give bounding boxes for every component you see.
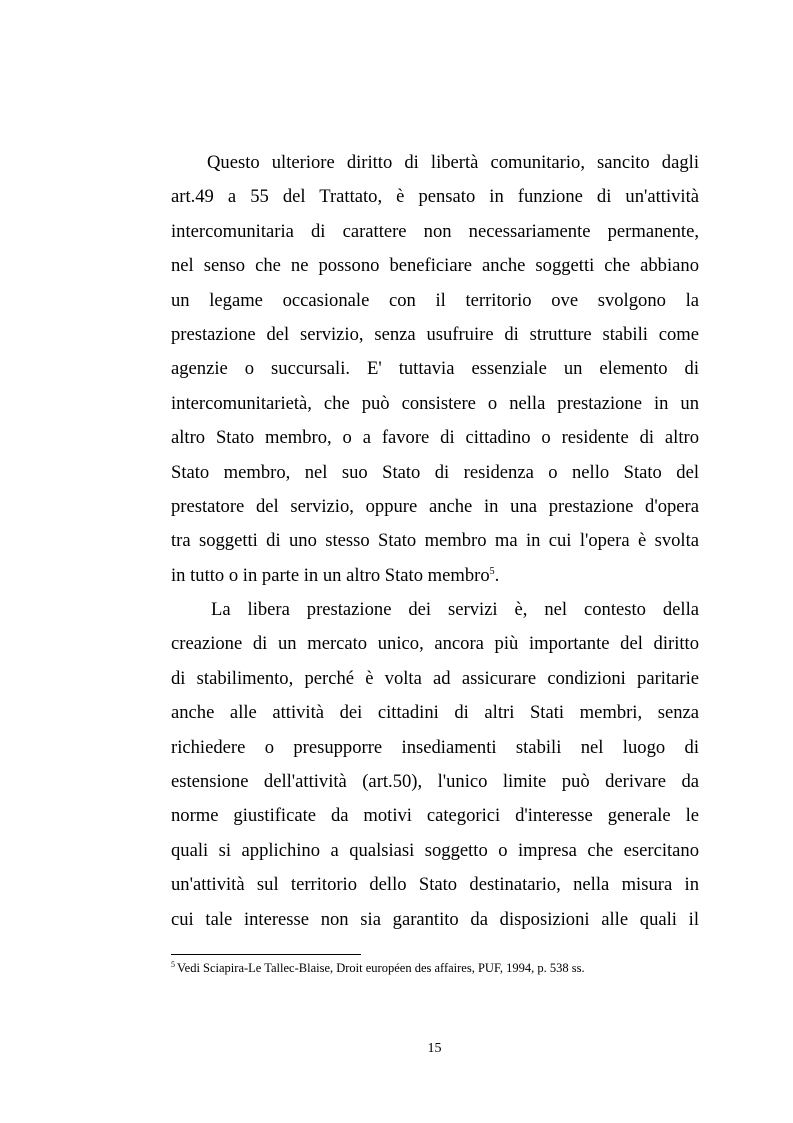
text-line: prestatore del servizio, oppure anche in una prestazione d'opera (171, 495, 699, 517)
text-line: nel senso che ne possono beneficiare anche soggetti che abbiano (171, 255, 699, 277)
page-number: 15 (427, 1041, 442, 1056)
text-line: La libera prestazione dei servizi è, nel contesto della (211, 599, 699, 621)
text-line: quali si applichino a qualsiasi soggetto o impresa che esercitano (171, 839, 699, 861)
text-line: un legame occasionale con il territorio ove svolgono la (171, 289, 699, 311)
text-line: richiedere o presupporre insediamenti stabili nel luogo di (171, 736, 699, 758)
text-line: Questo ulteriore diritto di libertà comunitario, sancito dagli (207, 152, 699, 173)
text-line: di stabilimento, perché è volta ad assicurare condizioni paritarie (171, 667, 699, 689)
text-line: prestazione del servizio, senza usufruire di strutture stabili come (171, 323, 699, 345)
footnote-reference[interactable]: 5 (489, 565, 495, 577)
text-line: norme giustificate da motivi categorici d'interesse generale le (171, 805, 699, 827)
text-line: art.49 a 55 del Trattato, è pensato in funzione di un'attività (171, 186, 699, 208)
text-line: altro Stato membro, o a favore di cittadino o residente di altro (171, 427, 699, 449)
text-line: agenzie o succursali. E' tuttavia essenziale un elemento di (171, 358, 699, 380)
body-text (171, 146, 699, 937)
text-line: anche alle attività dei cittadini di altri Stati membri, senza (171, 702, 699, 724)
footnote-marker: 5 (171, 960, 175, 969)
text-line: un'attività sul territorio dello Stato destinatario, nella misura in (171, 874, 699, 896)
text-line: cui tale interesse non sia garantito da disposizioni alle quali il (171, 908, 699, 930)
footnote (171, 960, 699, 976)
paragraph-last-line (171, 559, 699, 593)
text-line: intercomunitarietà, che può consistere o nella prestazione in un (171, 392, 699, 414)
text-line: Stato membro, nel suo Stato di residenza o nello Stato del (171, 461, 699, 483)
footnote-text: Vedi Sciapira-Le Tallec-Blaise, Droit européen des affaires, PUF, 1994, p. 538 ss. (177, 961, 585, 975)
text-line: estensione dell'attività (art.50), l'unico limite può derivare da (171, 771, 699, 793)
sentence-end-punctuation: . (494, 564, 500, 586)
text-line-content: in tutto o in parte in un altro Stato membro (171, 564, 490, 586)
footnote-separator (171, 954, 361, 955)
text-line: tra soggetti di uno stesso Stato membro ma in cui l'opera è svolta (171, 530, 699, 552)
text-line: intercomunitaria di carattere non necessariamente permanente, (171, 220, 699, 242)
text-line: creazione di un mercato unico, ancora più importante del diritto (171, 633, 699, 655)
